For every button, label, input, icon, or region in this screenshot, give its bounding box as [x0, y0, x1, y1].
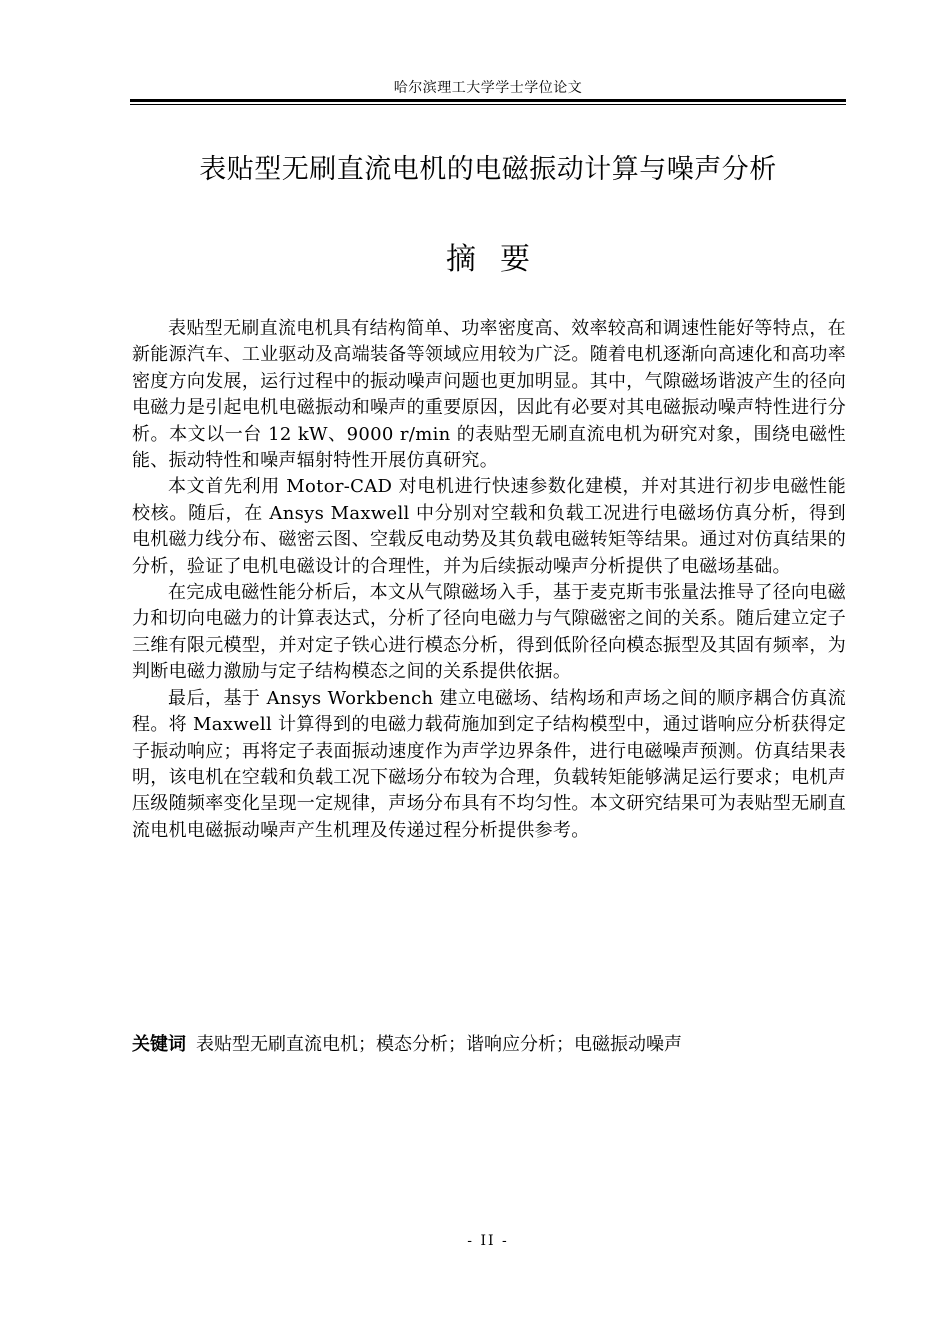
thesis-title: 表贴型无刷直流电机的电磁振动计算与噪声分析 [199, 154, 777, 185]
page-number: - II - [467, 1233, 509, 1249]
abstract-paragraph-2: 本文首先利用 Motor-CAD 对电机进行快速参数化建模，并对其进行初步电磁性能校核。随后，在 Ansys Maxwell 中分别对空载和负载工况进行电磁场仿真分析，得到电机磁力线分布、磁密云图、空载反电动势及其负载电磁转矩等结果。通过对仿真结果的分析，验证了电机电磁设计的合理性，并为后续振动噪声分析提供了电磁场基础。 [132, 476, 846, 577]
abstract-body [132, 316, 846, 844]
abstract-paragraph-3: 在完成电磁性能分析后，本文从气隙磁场入手，基于麦克斯韦张量法推导了径向电磁力和切向电磁力的计算表达式，分析了径向电磁力与气隙磁密之间的关系。随后建立定子三维有限元模型，并对定子铁心进行模态分析，得到低阶径向模态振型及其固有频率，为判断电磁力激励与定子结构模态之间的关系提供依据。 [132, 582, 846, 683]
header-rule-thick [130, 99, 846, 102]
keywords-text: 表贴型无刷直流电机；模态分析；谐响应分析；电磁振动噪声 [196, 1034, 682, 1055]
keywords-line [132, 1031, 846, 1059]
running-header: 哈尔滨理工大学学士学位论文 [393, 80, 583, 96]
header-rule-thin [130, 104, 846, 105]
abstract-paragraph-4: 最后，基于 Ansys Workbench 建立电磁场、结构场和声场之间的顺序耦合仿真流程。将 Maxwell 计算得到的电磁力载荷施加到定子结构模型中，通过谐响应分析获得定子振动响应；再将定子表面振动速度作为声学边界条件，进行电磁噪声预测。仿真结果表明，该电机在空载和负载工况下磁场分布较为合理，负载转矩能够满足运行要求；电机声压级随频率变化呈现一定规律，声场分布具有不均匀性。本文研究结果可为表贴型无刷直流电机电磁振动噪声产生机理及传递过程分析提供参考。 [132, 687, 846, 841]
keywords-label: 关键词 [132, 1034, 186, 1055]
abstract-heading: 摘要 [446, 242, 554, 277]
abstract-paragraph-1: 表贴型无刷直流电机具有结构简单、功率密度高、效率较高和调速性能好等特点，在新能源汽车、工业驱动及高端装备等领域应用较为广泛。随着电机逐渐向高速化和高功率密度方向发展，运行过程中的振动噪声问题也更加明显。其中，气隙磁场谐波产生的径向电磁力是引起电机电磁振动和噪声的重要原因，因此有必要对其电磁振动噪声特性进行分析。本文以一台 12 kW、9000 r/min 的表贴型无刷直流电机为研究对象，围绕电磁性能、振动特性和噪声辐射特性开展仿真研究。 [132, 318, 846, 472]
